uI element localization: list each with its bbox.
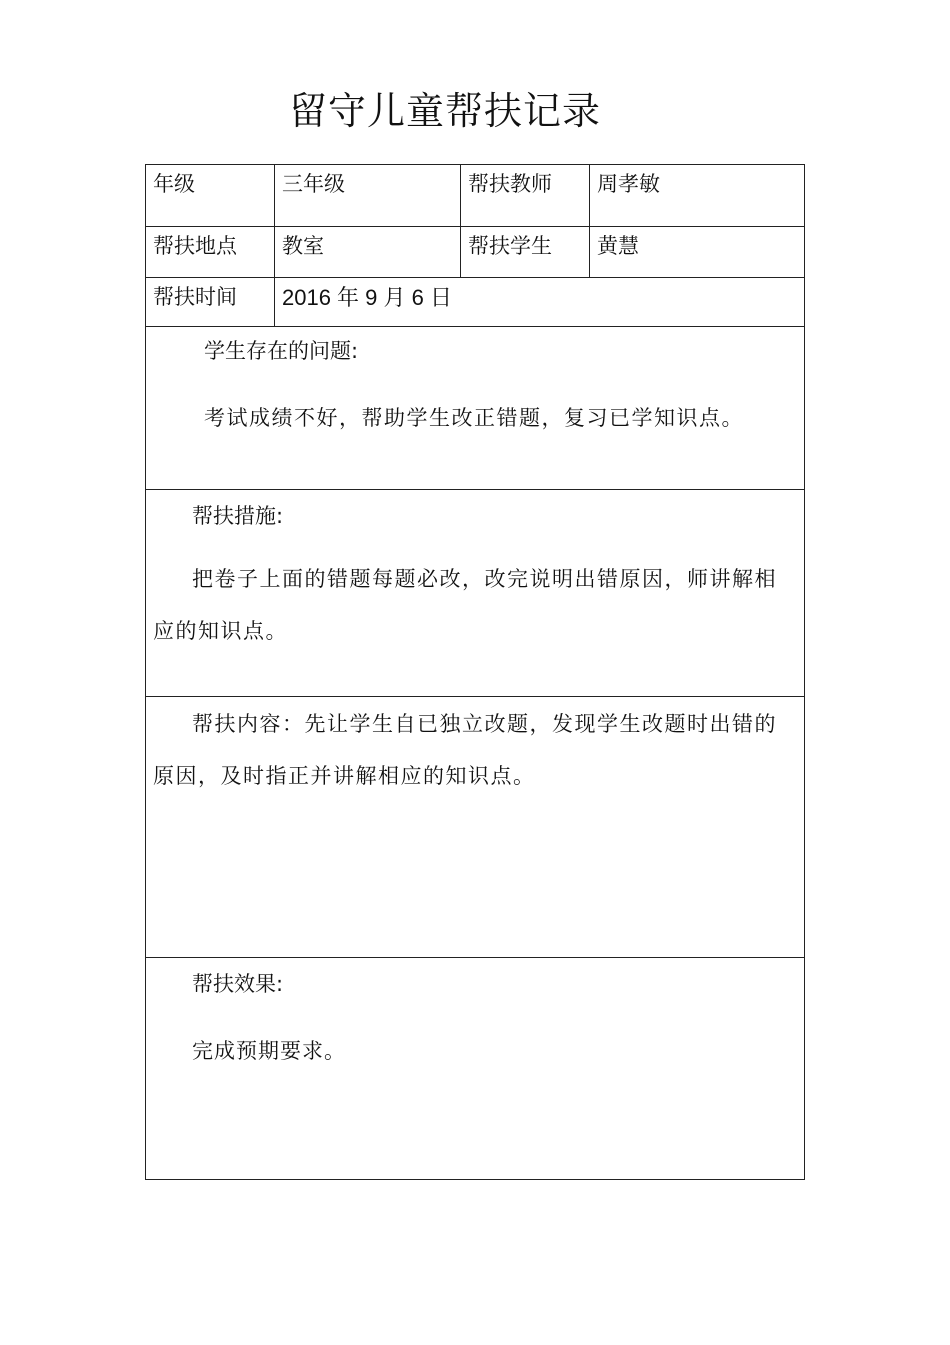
problem-body: 考试成绩不好，帮助学生改正错题，复习已学知识点。 xyxy=(204,406,744,430)
location-value: 教室 xyxy=(282,234,324,258)
document-title: 留守儿童帮扶记录 xyxy=(288,89,601,133)
value-cell xyxy=(275,278,805,327)
label-cell xyxy=(461,227,590,278)
student-label: 帮扶学生 xyxy=(468,234,552,258)
problem-heading: 学生存在的问题: xyxy=(204,339,359,363)
section-effect xyxy=(146,958,805,1180)
teacher-value: 周孝敏 xyxy=(597,172,660,196)
label-cell xyxy=(146,165,275,227)
label-cell xyxy=(146,227,275,278)
label-cell xyxy=(146,278,275,327)
value-cell xyxy=(590,165,805,227)
grade-label: 年级 xyxy=(153,172,195,196)
value-cell xyxy=(275,165,461,227)
teacher-label: 帮扶教师 xyxy=(468,172,552,196)
effect-body: 完成预期要求。 xyxy=(192,1039,346,1063)
location-label: 帮扶地点 xyxy=(153,234,237,258)
info-row-time xyxy=(146,278,805,327)
measures-heading: 帮扶措施: xyxy=(192,504,284,528)
info-row-location xyxy=(146,227,805,278)
section-cell xyxy=(146,327,805,490)
section-problem xyxy=(146,327,805,490)
value-cell xyxy=(590,227,805,278)
section-content xyxy=(146,697,805,958)
section-measures xyxy=(146,490,805,697)
label-cell xyxy=(461,165,590,227)
section-cell xyxy=(146,958,805,1180)
effect-heading: 帮扶效果: xyxy=(192,972,284,996)
content-body: 帮扶内容：先让学生自已独立改题，发现学生改题时出错的原因，及时指正并讲解相应的知识点。 xyxy=(153,712,777,788)
record-table xyxy=(145,164,805,1180)
section-cell xyxy=(146,490,805,697)
info-row-grade xyxy=(146,165,805,227)
section-cell xyxy=(146,697,805,958)
time-label: 帮扶时间 xyxy=(153,285,237,309)
grade-value: 三年级 xyxy=(282,172,345,196)
measures-body: 把卷子上面的错题每题必改，改完说明出错原因，师讲解相应的知识点。 xyxy=(153,567,777,643)
student-value: 黄慧 xyxy=(597,234,639,258)
time-value: 2016 年 9 月 6 日 xyxy=(282,285,452,310)
value-cell xyxy=(275,227,461,278)
